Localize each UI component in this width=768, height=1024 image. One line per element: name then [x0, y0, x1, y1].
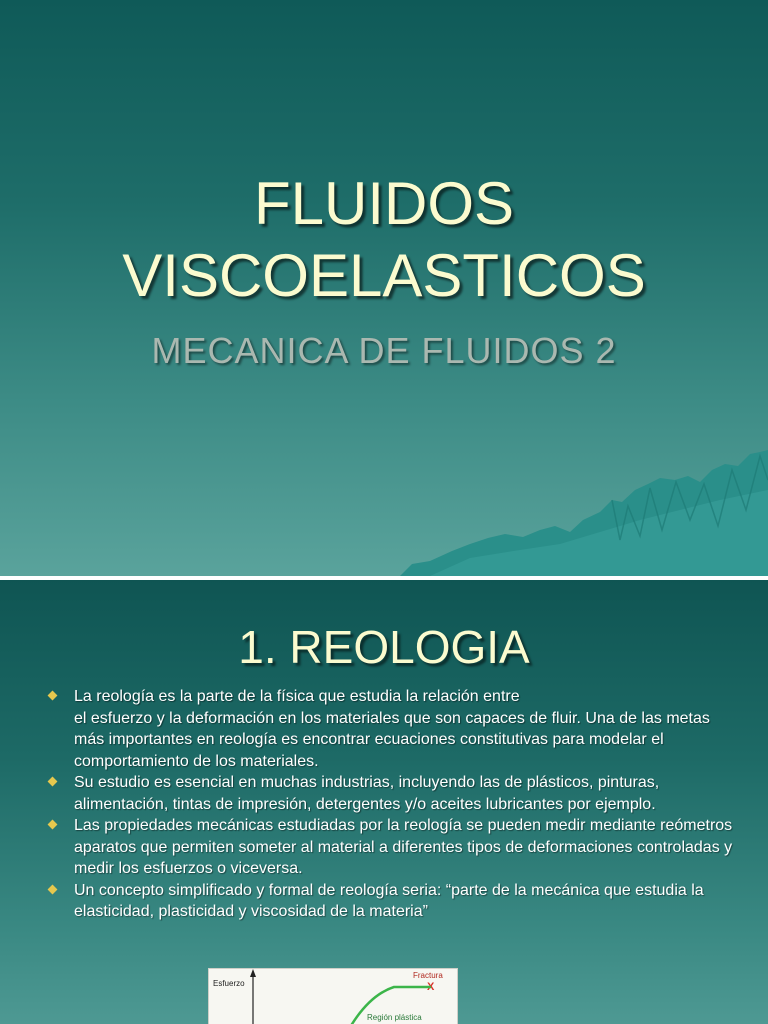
mountain-decoration — [0, 440, 768, 576]
slide-title — [0, 168, 768, 312]
y-axis-label: Esfuerzo — [213, 979, 245, 988]
diamond-bullet-icon — [48, 777, 58, 787]
list-item — [48, 772, 738, 815]
list-item — [48, 815, 738, 880]
list-item — [48, 686, 738, 772]
stress-strain-figure — [208, 968, 458, 1024]
title-line-2: VISCOELASTICOS — [122, 242, 646, 309]
bullet-text: Un concepto simplificado y formal de reología seria: “parte de la mecánica que estudia la elasticidad, plasticidad y viscosidad de la materia” — [74, 881, 704, 920]
stress-curve — [209, 969, 457, 1024]
bullet-list — [48, 686, 738, 923]
fracture-mark: X — [427, 981, 435, 993]
diamond-bullet-icon — [48, 884, 58, 894]
diamond-bullet-icon — [48, 691, 58, 701]
fracture-label: Fractura — [413, 971, 443, 980]
bullet-text: Las propiedades mecánicas estudiadas por la reología se pueden medir mediante reómetros aparatos que permiten someter al material a diferentes tipos de deformaciones controladas y medir los esfuerzos o viceversa. — [74, 817, 733, 877]
bullet-text: La reología es la parte de la física que estudia la relación entre el esfuerzo y la deformación en los materiales que son capaces de fluir. Una de las metas más importantes en reología es encontrar ecuaciones constitutivas para modelar el comportamiento de los materiales. — [74, 688, 710, 770]
region-label: Región plástica — [367, 1013, 422, 1022]
title-line-1: FLUIDOS — [253, 170, 515, 237]
slide-title: 1. REOLOGIA — [238, 621, 530, 673]
content-slide — [0, 580, 768, 1024]
bullet-text: Su estudio es esencial en muchas industrias, incluyendo las de plásticos, pinturas, alimentación, tintas de impresión, detergentes y/o aceites lubricantes por ejemplo. — [74, 774, 660, 813]
list-item — [48, 880, 738, 923]
diamond-bullet-icon — [48, 820, 58, 830]
slide-subtitle: MECANICA DE FLUIDOS 2 — [151, 330, 617, 371]
